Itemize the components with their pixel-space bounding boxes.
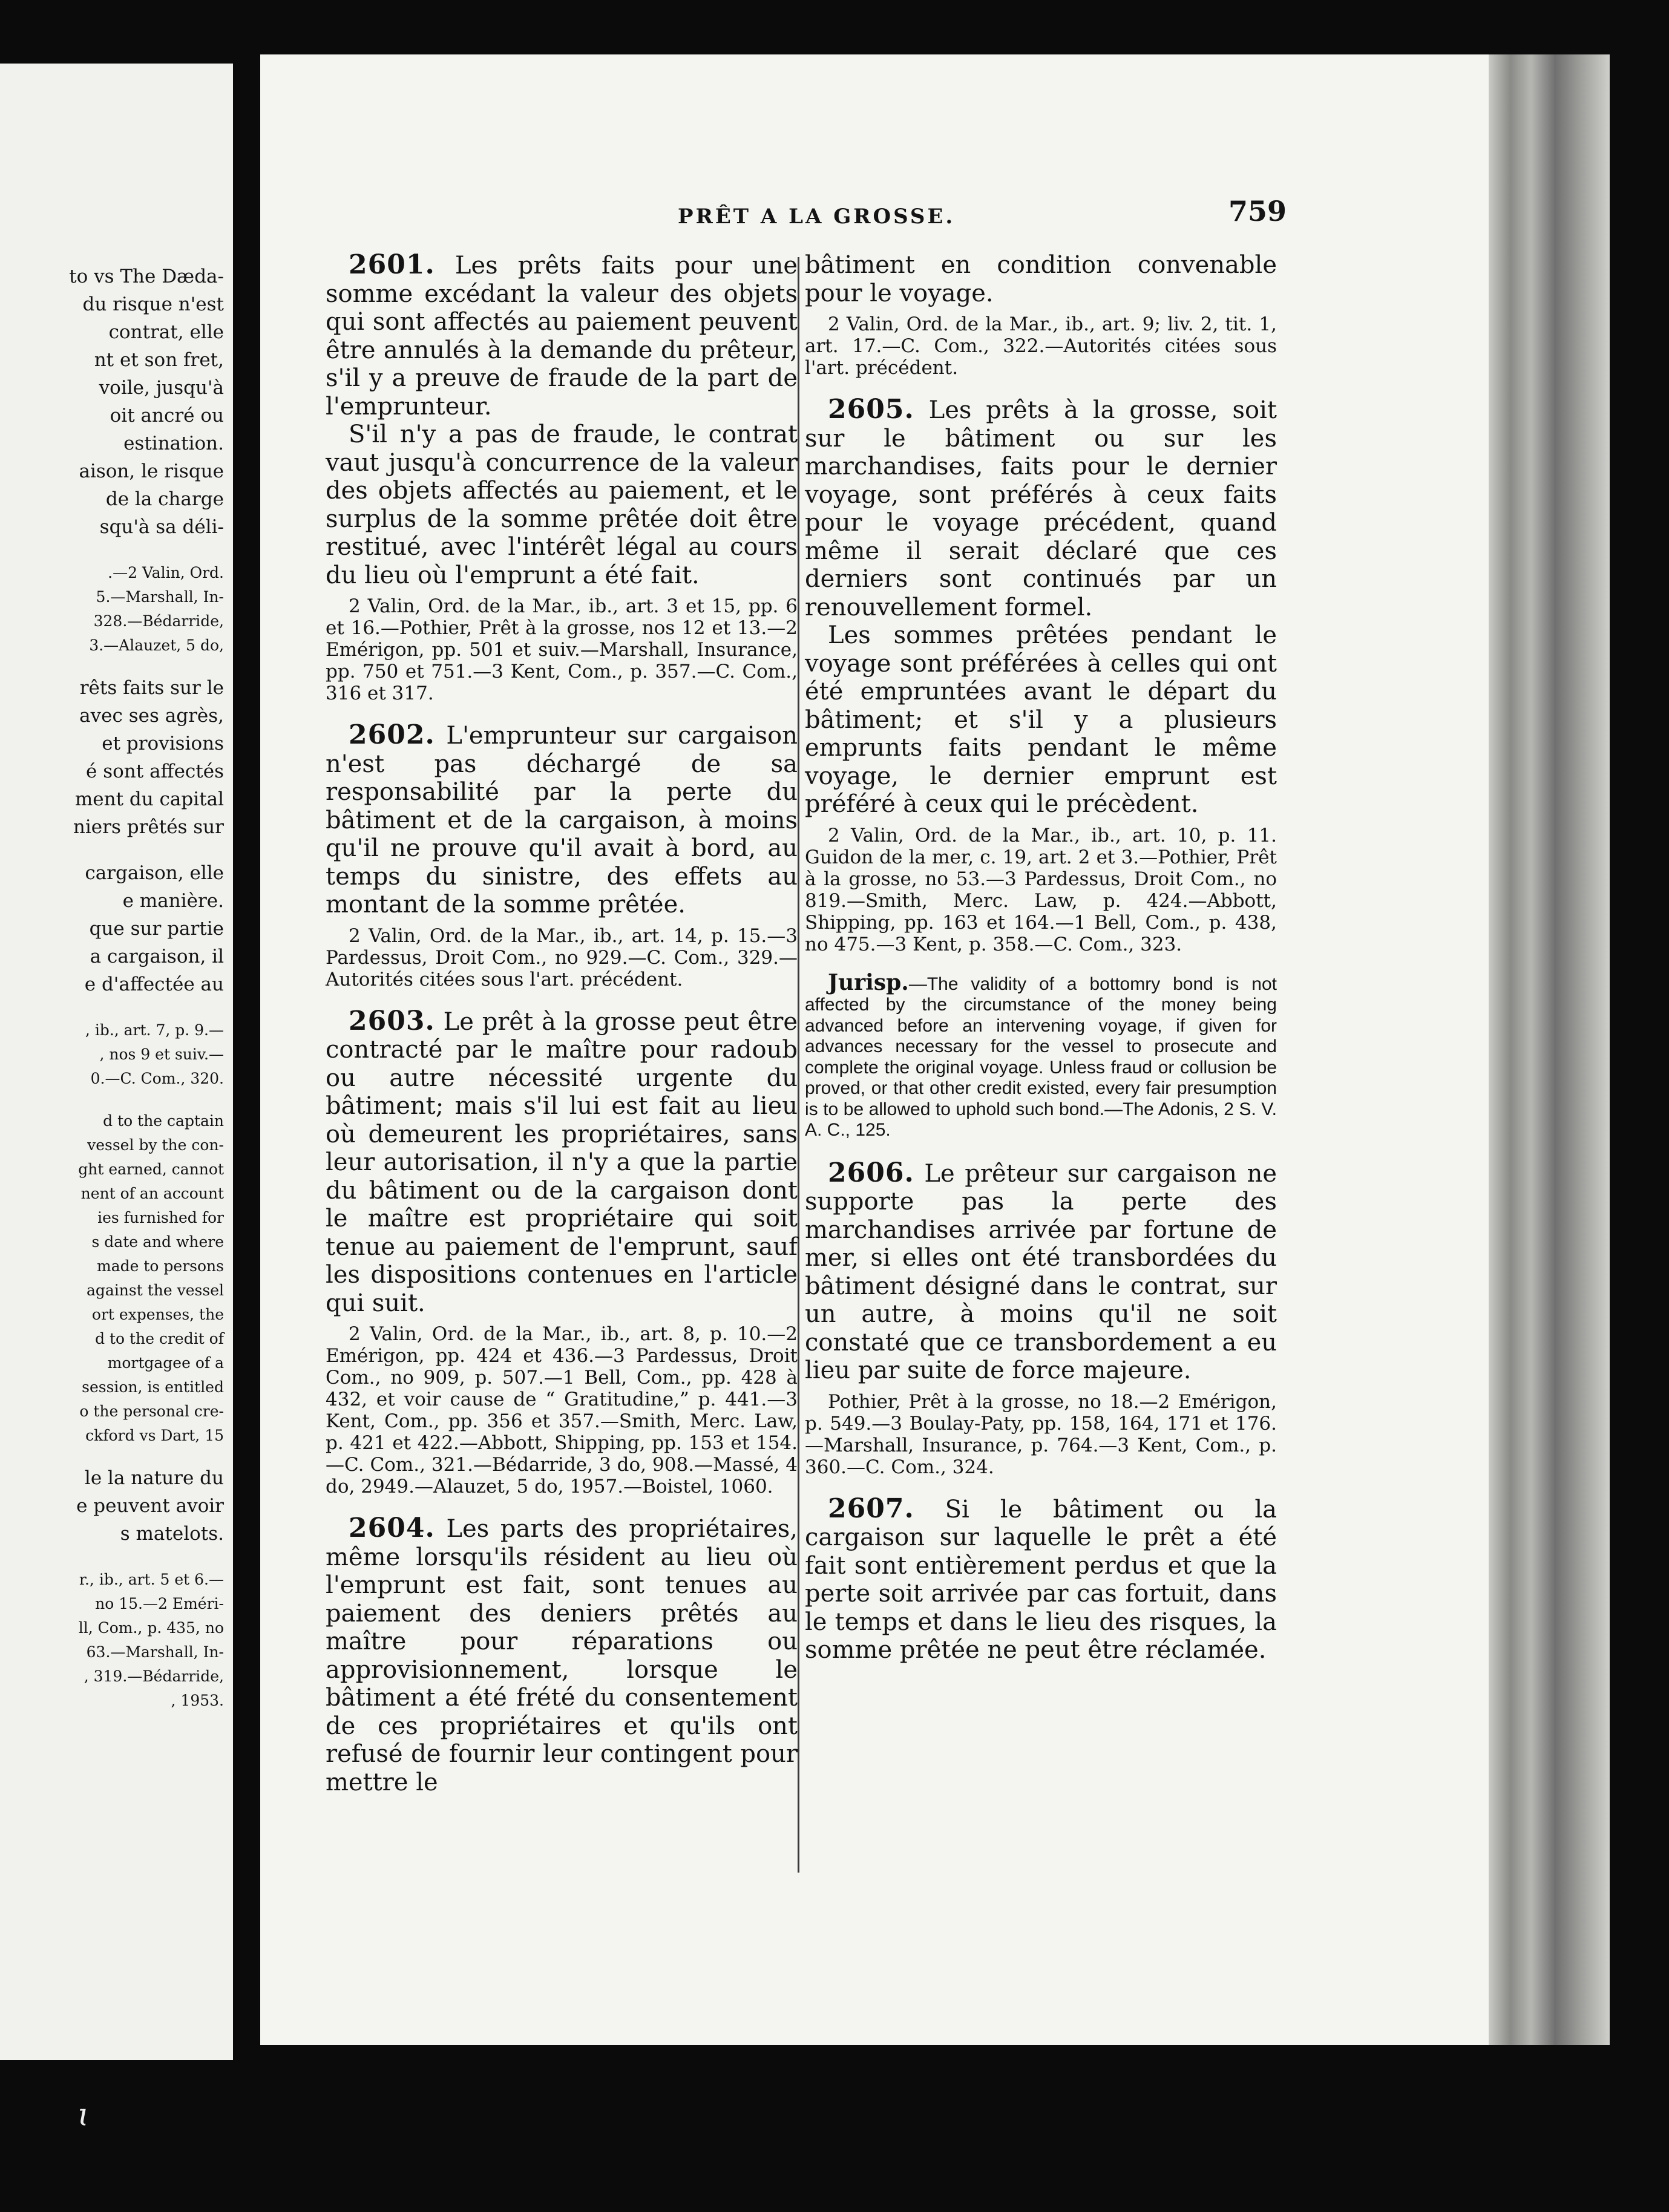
article-number: 2604. [349,1513,435,1543]
margin-mark: ɩ [77,2097,90,2133]
facing-page-line: voile, jusqu'à [99,377,224,399]
article-2604-continued [805,251,1277,379]
article-number: 2602. [349,719,435,750]
jurisprudence-note [805,969,1277,1141]
facing-page-line: , 1953. [171,1692,224,1709]
facing-page-line: nent of an account [80,1185,224,1202]
article-paragraph [326,721,798,919]
facing-page-line: rêts faits sur le [79,677,224,699]
facing-page-line: 3.—Alauzet, 5 do, [89,636,224,654]
facing-page-line: , ib., art. 7, p. 9.— [85,1021,224,1039]
article-text: Les parts des propriétaires, même lorsqu'ils résident au lieu où l'emprunt est fait, sont tenues au paiement des deniers prêtés au maître pour réparations ou approvisionnement, lorsque le bâtiment a été frété du consentement de ces propriétaires et qu'ils ont refusé de fournir leur contingent pour mettre le [326,1515,798,1796]
facing-page-line: de la charge [105,488,224,510]
article-2607 [805,1495,1277,1664]
article-paragraph [326,1514,798,1796]
article-references: 2 Valin, Ord. de la Mar., ib., art. 10, p. 11. Guidon de la mer, c. 19, art. 2 et 3.—Pothier, Prêt à la grosse, no 53.—3 Pardessus, Droit Com., no 819.—Smith, Merc. Law, p. 424.—Abbott, Shipping, pp. 163 et 164.—1 Bell, Com., p. 438, no 475.—3 Kent, p. 358.—C. Com., 323. [805,824,1277,955]
article-number: 2601. [349,249,435,280]
facing-page-line: , nos 9 et suiv.— [99,1045,224,1063]
facing-page-line: et provisions [102,733,224,754]
article-paragraph: bâtiment en condition convenable pour le voyage. [805,251,1277,307]
facing-page-line: e d'affectée au [84,973,224,995]
page-number: 759 [1228,195,1287,227]
facing-page-line: niers prêtés sur [73,816,224,838]
facing-page-line: .—2 Valin, Ord. [108,564,224,581]
facing-page-line: ort expenses, the [91,1306,224,1323]
facing-page-line: ll, Com., p. 435, no [78,1619,224,1637]
facing-page-line: d to the credit of [95,1330,224,1347]
article-2602 [326,721,798,990]
article-text: Si le bâtiment ou la cargaison sur laquelle le prêt a été fait sont entièrement perdus et que la perte soit arrivée par cas fortuit, dans le temps et dans le lieu des risques, la somme prêtée ne peut être réclamée. [805,1495,1277,1664]
facing-page-line: le la nature du [84,1467,224,1489]
article-2604 [326,1514,798,1796]
facing-page-line: 63.—Marshall, In- [86,1643,224,1661]
facing-page-line: s matelots. [120,1523,224,1545]
article-references: Pothier, Prêt à la grosse, no 18.—2 Emérigon, p. 549.—3 Boulay-Paty, pp. 158, 164, 171 et 176.—Marshall, Insurance, p. 764.—3 Kent, Com., p. 360.—C. Com., 324. [805,1390,1277,1478]
facing-page-line: s date and where [91,1233,224,1251]
article-paragraph: Les sommes prêtées pendant le voyage sont préférées à celles qui ont été empruntées avant le départ du bâtiment; et s'il y a plusieurs emprunts faits pendant le même voyage, le dernier emprunt est préféré à ceux qui le précèdent. [805,621,1277,818]
facing-page-line: against the vessel [87,1281,224,1299]
facing-page-line: vessel by the con- [87,1136,224,1154]
article-paragraph [326,1007,798,1318]
left-column [326,251,798,1813]
article-2601 [326,251,798,704]
facing-page-line: session, is entitled [82,1378,224,1396]
facing-page-line: cargaison, elle [85,862,224,884]
facing-page-line: 328.—Bédarride, [93,612,224,630]
facing-page-line: d to the captain [103,1112,224,1130]
facing-page-line: é sont affectés [86,761,224,782]
jurisprudence-label: Jurisp. [828,969,909,995]
facing-page-line: , 319.—Bédarride, [84,1667,224,1685]
article-2605 [805,396,1277,955]
article-text: Les prêts à la grosse, soit sur le bâtiment ou sur les marchandises, faits pour le dernier voyage, sont préférés à ceux faits pour le voyage précédent, quand même il serait déclaré que ces derniers sont continués par un renouvellement formel. [805,396,1277,621]
facing-page-line: ment du capital [74,788,224,810]
facing-page-line: contrat, elle [108,321,224,343]
article-number: 2605. [828,394,914,425]
facing-page-line: aison, le risque [79,460,224,482]
facing-page-line: 5.—Marshall, In- [96,588,224,606]
facing-page-line: avec ses agrès, [79,705,224,727]
facing-page-fragment [0,64,233,2060]
article-2606 [805,1159,1277,1478]
facing-page-line: ies furnished for [97,1209,224,1226]
article-paragraph [805,396,1277,621]
article-number: 2603. [349,1005,435,1036]
facing-page-line: e manière. [122,890,224,912]
article-paragraph [805,1495,1277,1664]
article-paragraph: S'il n'y a pas de fraude, le contrat vaut jusqu'à concurrence de la valeur des objets affectés au paiement, et le surplus de la somme prêtée doit être restitué, avec l'intérêt légal au cours du lieu où l'emprunt a été fait. [326,420,798,589]
article-text: Le prêt à la grosse peut être contracté par le maître pour radoub ou autre nécessité urgente du bâtiment; mais s'il lui est fait au lieu où demeurent les propriétaires, sans leur autorisation, il n'y a que la partie du bâtiment ou de la cargaison dont le maître est propriétaire qui soit tenue au paiement de l'emprunt, sauf les dispositions contenues en l'article qui suit. [326,1007,798,1317]
article-text: Le prêteur sur cargaison ne supporte pas la perte des marchandises arrivée par fortune de mer, si elles ont été transbordées du bâtiment désigné dans le contrat, sur un autre, à moins qu'il ne soit constaté que ce transbordement a eu lieu par suite de force majeure. [805,1159,1277,1384]
page-edge-shadow [1489,54,1610,2045]
article-text: Les prêts faits pour une somme excédant la valeur des objets qui sont affectés au paiement peuvent être annulés à la demande du prêteur, s'il y a preuve de fraude de la part de l'emprunteur. [326,252,798,420]
facing-page-line: o the personal cre- [79,1402,224,1420]
facing-page-line: squ'à sa déli- [99,516,224,538]
right-column [805,251,1277,1681]
jurisprudence-text: —The validity of a bottomry bond is not affected by the circumstance of the money being advanced before an intervening voyage, if given for advances necessary for the vessel to prosecute and complete the original voyage. Unless fraud or collusion be proved, or that other credit existed, every fair presumption is to be allowed to uphold such bond.—The Adonis, 2 S. V. A. C., 125. [805,973,1277,1140]
article-number: 2607. [828,1493,914,1524]
facing-page-line: no 15.—2 Eméri- [95,1595,224,1612]
facing-page-line: estination. [123,433,224,454]
facing-page-line: que sur partie [89,918,224,940]
column-divider [798,257,799,1873]
facing-page-line: r., ib., art. 5 et 6.— [79,1571,224,1588]
article-references: 2 Valin, Ord. de la Mar., ib., art. 9; liv. 2, tit. 1, art. 17.—C. Com., 322.—Autorités citées sous l'art. précédent. [805,313,1277,379]
facing-page-line: a cargaison, il [90,946,224,967]
article-references: 2 Valin, Ord. de la Mar., ib., art. 14, p. 15.—3 Pardessus, Droit Com., no 929.—C. Com., 329.—Autorités citées sous l'art. précédent. [326,924,798,990]
facing-page-line: made to persons [97,1257,224,1275]
running-head: PRÊT A LA GROSSE. [678,205,956,229]
facing-page-line: du risque n'est [82,293,224,315]
facing-page-line: to vs The Dæda- [69,266,224,287]
facing-page-line: ckford vs Dart, 15 [85,1427,224,1444]
facing-page-line: mortgagee of a [107,1354,224,1372]
facing-page-line: ght earned, cannot [78,1160,224,1178]
facing-page-line: oit ancré ou [110,405,224,427]
article-references: 2 Valin, Ord. de la Mar., ib., art. 8, p. 10.—2 Emérigon, pp. 424 et 436.—3 Pardessus, Droit Com., no 909, p. 507.—1 Bell, Com., pp. 428 à 432, et voir cause de “ Gratitudine,” p. 441.—3 Kent, Com., pp. 356 et 357.—Smith, Merc. Law, p. 421 et 422.—Abbott, Shipping, pp. 153 et 154.—C. Com., 321.—Bédarride, 3 do, 908.—Massé, 4 do, 2949.—Alauzet, 5 do, 1957.—Boistel, 1060. [326,1323,798,1497]
facing-page-line: nt et son fret, [94,349,224,371]
article-2603 [326,1007,798,1498]
article-references: 2 Valin, Ord. de la Mar., ib., art. 3 et 15, pp. 6 et 16.—Pothier, Prêt à la grosse, nos 12 et 13.—2 Emérigon, pp. 501 et suiv.—Marshall, Insurance, pp. 750 et 751.—3 Kent, Com., p. 357.—C. Com., 316 et 317. [326,595,798,704]
article-number: 2606. [828,1157,914,1188]
facing-page-line: 0.—C. Com., 320. [90,1070,224,1087]
facing-page-line: e peuvent avoir [76,1495,224,1517]
article-paragraph [805,1159,1277,1385]
article-paragraph [326,251,798,420]
article-text: L'emprunteur sur cargaison n'est pas déchargé de sa responsabilité par la perte du bâtiment et de la cargaison, à moins qu'il ne prouve qu'il avait à bord, au temps du sinistre, des effets au montant de la somme prêtée. [326,722,798,918]
